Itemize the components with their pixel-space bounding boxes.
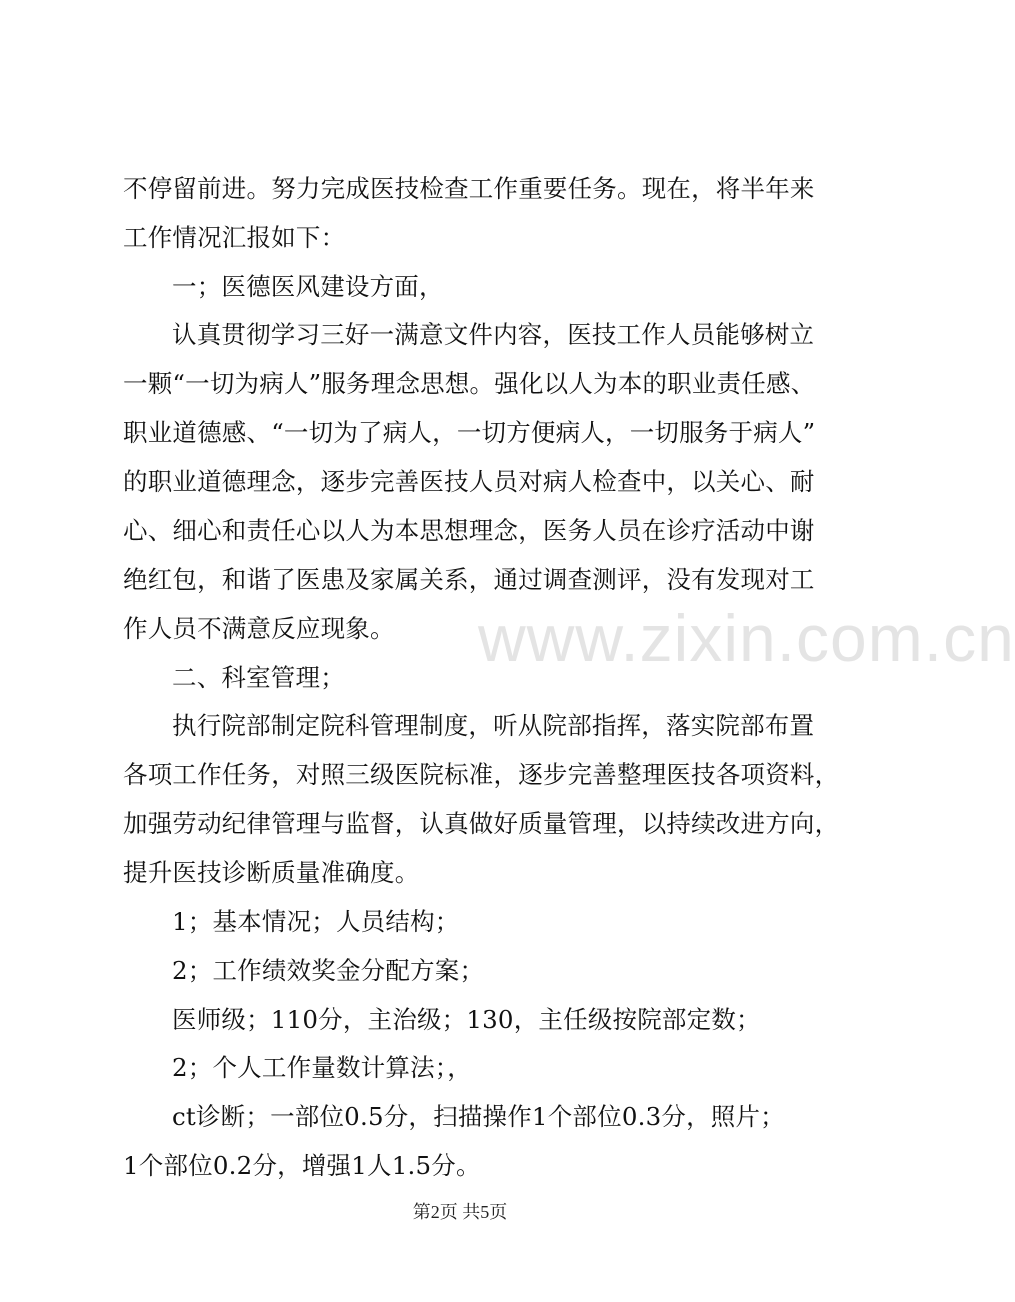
list-item: 1；基本情况；人员结构； xyxy=(172,907,460,936)
paragraph-line: ct诊断；一部位0.5分，扫描操作1个部位0.3分，照片； xyxy=(172,1102,785,1131)
list-item: 2；工作绩效奖金分配方案； xyxy=(172,956,485,985)
paragraph-line: 工作情况汇报如下： xyxy=(123,223,346,252)
list-item: 医师级；110分，主治级；130，主任级按院部定数； xyxy=(172,1005,761,1034)
paragraph-line: 一颗“一切为病人”服务理念思想。强化以人为本的职业责任感、 xyxy=(123,369,816,398)
paragraph-line: 作人员不满意反应现象。 xyxy=(123,614,395,643)
paragraph-line: 加强劳动纪律管理与监督，认真做好质量管理，以持续改进方向， xyxy=(123,809,840,838)
section-heading: 二、科室管理； xyxy=(172,663,345,692)
paragraph-line: 不停留前进。努力完成医技检查工作重要任务。现在，将半年来 xyxy=(123,174,815,203)
paragraph-line: 绝红包，和谐了医患及家属关系，通过调查测评，没有发现对工 xyxy=(123,565,815,594)
list-item: 2；个人工作量数计算法；， xyxy=(172,1053,472,1082)
paragraph-line: 认真贯彻学习三好一满意文件内容，医技工作人员能够树立 xyxy=(172,320,815,349)
paragraph-line: 心、细心和责任心以人为本思想理念，医务人员在诊疗活动中谢 xyxy=(123,516,815,545)
paragraph-line: 的职业道德理念，逐步完善医技人员对病人检查中，以关心、耐 xyxy=(123,467,815,496)
paragraph-line: 职业道德感、“一切为了病人，一切方便病人，一切服务于病人” xyxy=(123,418,816,447)
page-number-footer: 第2页 共5页 xyxy=(412,1202,508,1222)
paragraph-line: 提升医技诊断质量准确度。 xyxy=(123,858,420,887)
watermark: www.zixin.com.cn xyxy=(478,601,1015,675)
paragraph-line: 1个部位0.2分，增强1人1.5分。 xyxy=(123,1151,481,1180)
section-heading: 一；医德医风建设方面， xyxy=(172,272,444,301)
paragraph-line: 各项工作任务，对照三级医院标准，逐步完善整理医技各项资料， xyxy=(123,760,840,789)
paragraph-line: 执行院部制定院科管理制度，听从院部指挥，落实院部布置 xyxy=(172,711,815,740)
